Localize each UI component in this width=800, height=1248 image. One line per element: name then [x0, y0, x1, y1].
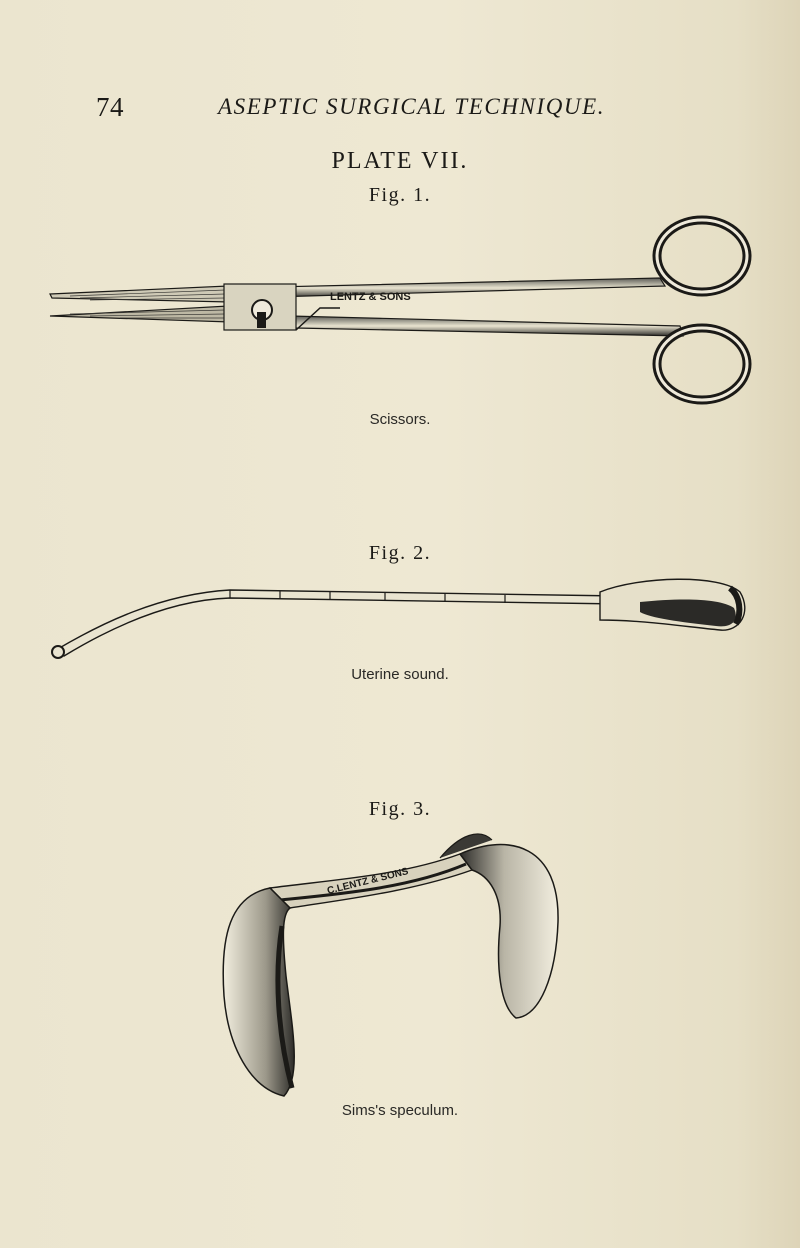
page-header — [0, 92, 800, 132]
running-head: ASEPTIC SURGICAL TECHNIQUE. — [218, 94, 606, 119]
figure-1-caption: Scissors. — [369, 411, 431, 428]
speculum-engraving: C.LENTZ & SONS — [326, 866, 410, 897]
figure-3-label: Fig. 3. — [368, 798, 432, 820]
uterine-sound-illustration — [40, 572, 760, 664]
figure-2-label: Fig. 2. — [368, 542, 432, 564]
plate-title: PLATE VII. — [331, 148, 469, 174]
page-number: 74 — [96, 92, 124, 122]
figure-2-caption: Uterine sound. — [351, 666, 449, 683]
scissors-engraving: LENTZ & SONS — [330, 291, 411, 303]
sims-speculum-illustration — [210, 826, 570, 1102]
figure-1-label: Fig. 1. — [368, 184, 432, 206]
figure-3-caption: Sims's speculum. — [341, 1102, 459, 1119]
scissors-illustration — [40, 212, 760, 407]
